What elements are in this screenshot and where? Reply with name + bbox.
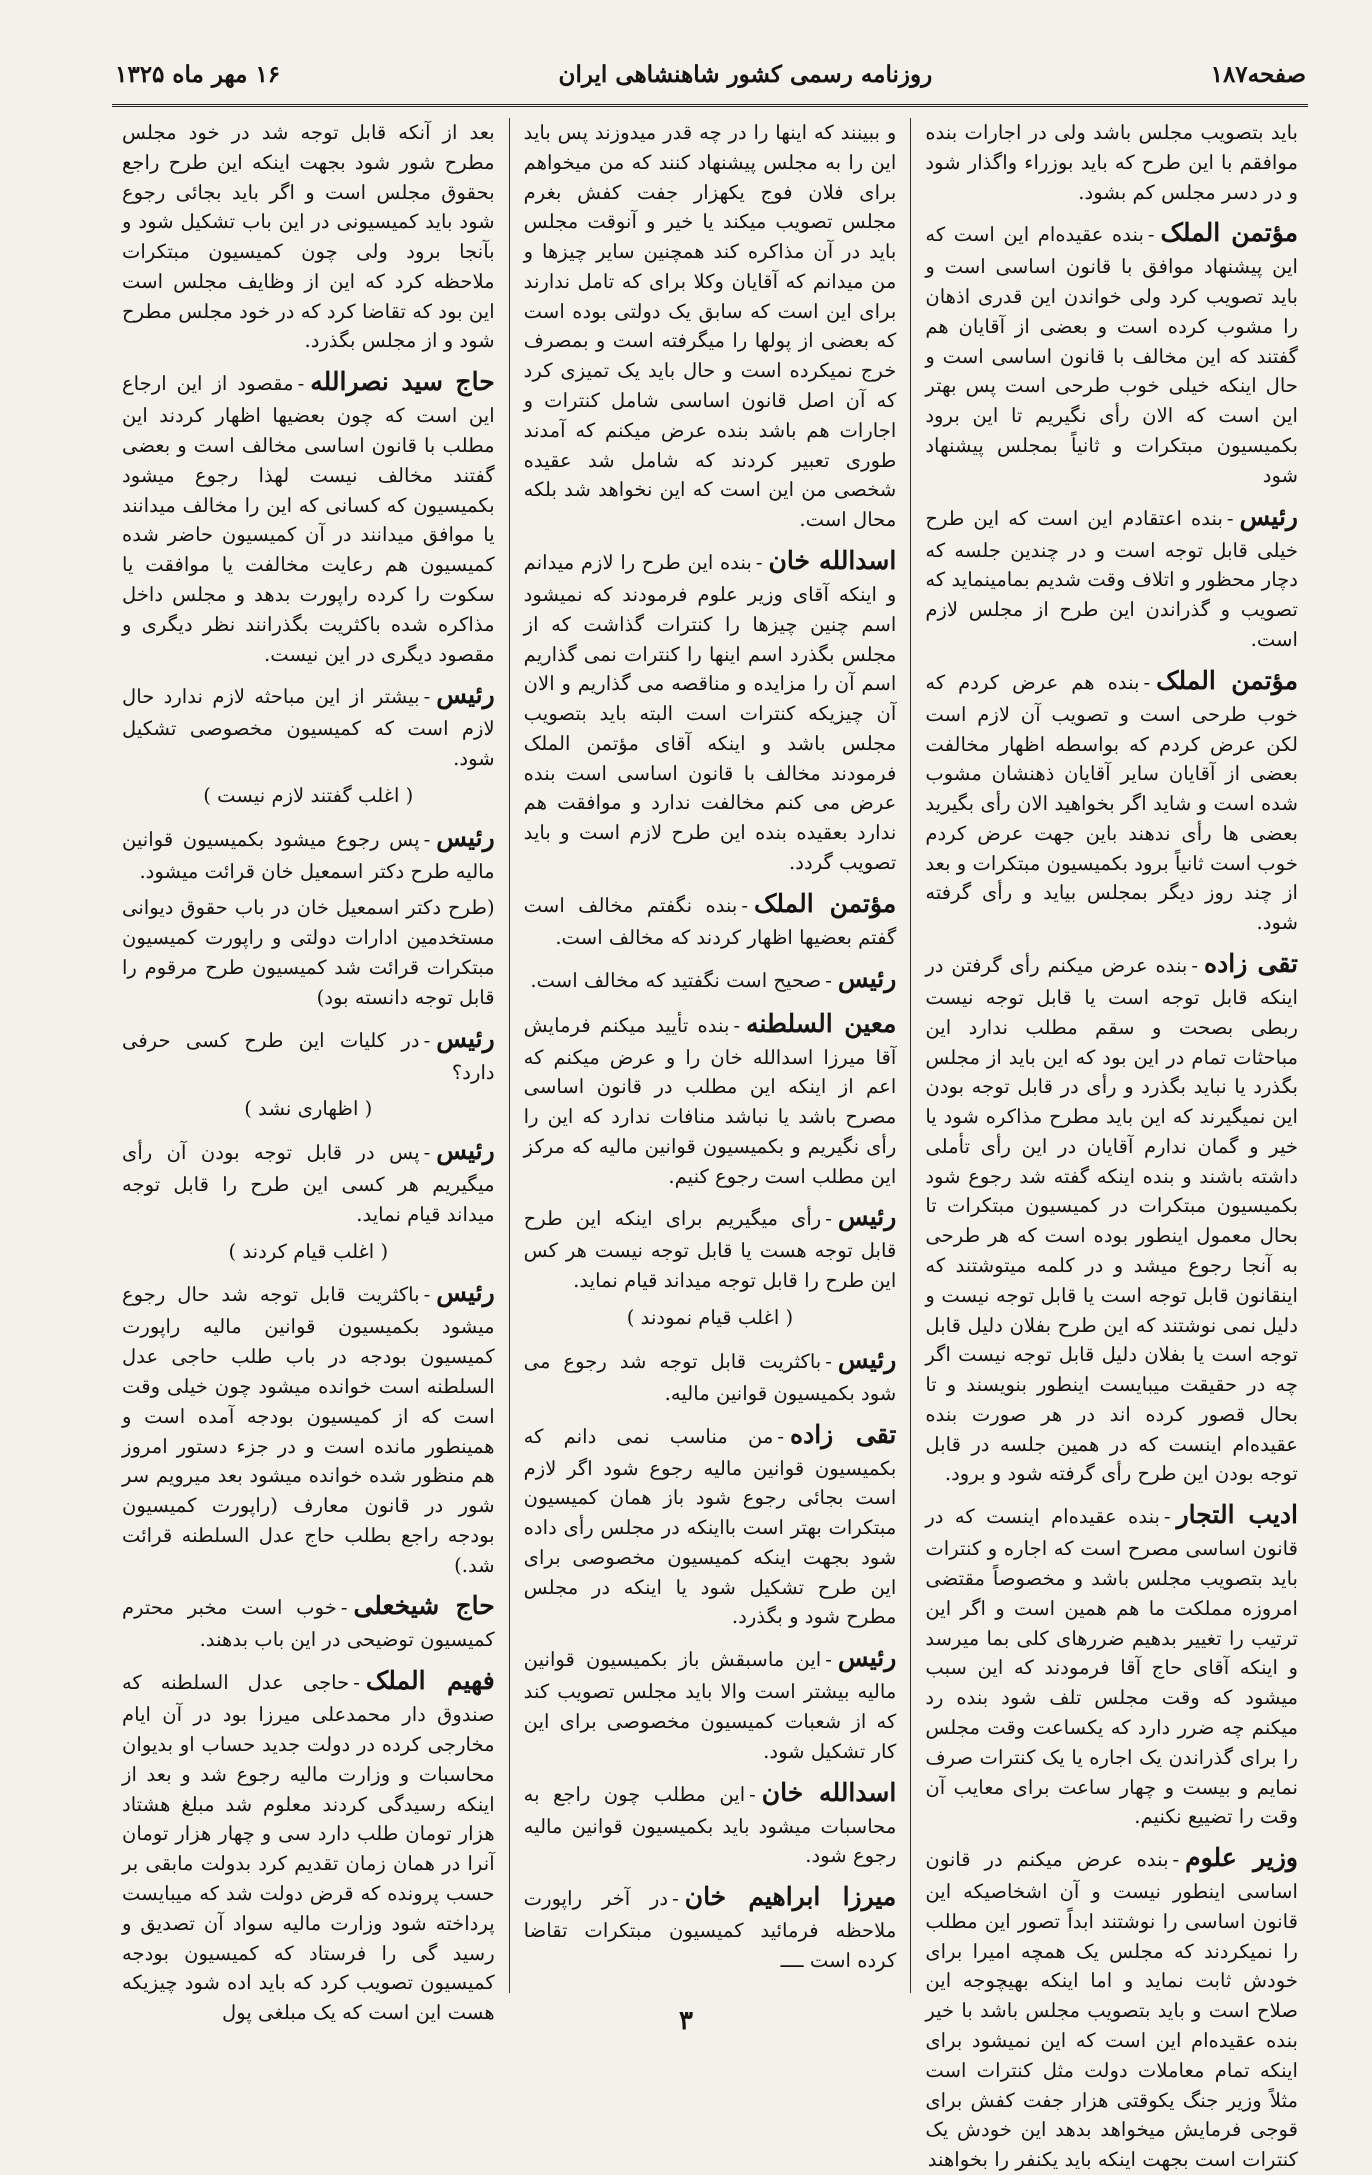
speech-paragraph [524, 1774, 897, 1872]
speaker-name: مؤتمن الملک [754, 888, 897, 918]
speaker-dash: - [423, 1141, 431, 1165]
body-paragraph: و ببینند که اینها را در چه قدر میدوزند پس باید این را به مجلس پیشنهاد کنند که من میخواهم برای فلان فوج یکهزار جفت کفش بغرم مجلس تصویب میکند یا خیر و آنوقت مجلس باید در آن مذاکره کند همچنین سایر چیزها و من میدانم که آقایان وکلا برای که تامل ندارند برای این است که سابق یک دولتی بوده است که بعضی از پولها را میگرفته است و بمصرف خرج نمیکرده است و حال باید یک تمیزی کرد که آن اصل قانون اساسی شامل کنترات و اجارات هم باشد بنده عرض میکنم که آمدند طوری تعبیر کردند که شامل شد عقیده شخصی من این است که این نخواهد شد بلکه محال است. [523, 121, 897, 532]
speaker-dash: - [777, 1424, 784, 1448]
speaker-name: حاج شیخعلی [353, 1591, 495, 1621]
speech-paragraph [122, 1662, 495, 2028]
assembly-note: ( اظهاری نشد ) [244, 1097, 373, 1121]
speaker-dash: - [1147, 223, 1155, 247]
speech-text: باکثریت قابل توجه شد رجوع می شود بکمیسیون قوانین مالیه. [523, 1349, 897, 1405]
article-columns [108, 118, 1312, 2172]
header-date: ۱۶ مهر ماه ۱۳۲۵ [115, 60, 281, 88]
speech-text: این مطلب چون راجع به محاسبات میشود باید بکمیسیون قوانین مالیه رجوع شود. [523, 1782, 897, 1868]
speech-paragraph [524, 1639, 897, 1766]
speaker-dash: - [741, 893, 749, 917]
speaker-name: اسدالله خان [761, 1777, 897, 1807]
speaker-dash: - [423, 685, 431, 709]
speech-paragraph [122, 819, 495, 887]
header-title: روزنامه رسمی کشور شاهنشاهی ایران [558, 60, 933, 88]
speech-text: بیشتر از این مباحثه لازم ندارد حال لازم است که کمیسیون مخصوصی تشکیل شود. [121, 685, 495, 771]
column-right [911, 118, 1312, 2172]
speaker-dash: - [825, 968, 832, 992]
speech-paragraph [925, 1496, 1298, 1832]
speech-text: پس رجوع میشود بکمیسیون قوانین مالیه طرح دکتر اسمعیل خان قرائت میشود. [121, 827, 495, 883]
speaker-name: رئیس [436, 822, 495, 852]
speech-paragraph [122, 1132, 495, 1230]
speaker-dash: - [1143, 670, 1151, 694]
speaker-dash: - [423, 1283, 431, 1307]
speech-paragraph [122, 1020, 495, 1088]
speaker-dash: - [423, 827, 431, 851]
speaker-name: رئیس [837, 1643, 897, 1673]
speaker-name: رئیس [436, 1023, 495, 1053]
speaker-dash: - [297, 372, 305, 396]
speech-paragraph [122, 1274, 495, 1580]
speaker-name: فهیم الملک [365, 1666, 495, 1696]
body-paragraph: (طرح دکتر اسمعیل خان در باب حقوق دیوانی مستخدمین ادارات دولتی و راپورت کمیسیون مبتکرات قرائت شد کمیسیون طرح مرقوم را قابل توجه دانسته بود) [121, 896, 495, 1009]
speech-paragraph [524, 1005, 897, 1192]
speech-paragraph [524, 1416, 897, 1633]
column-left [108, 118, 510, 2025]
speech-text: بنده عقیده‌ام این است که این پیشنهاد موافق با قانون اساسی است و باید تصویب کرد ولی خواندن این قدری اذهان را مشوب کرده است و بعضی از آقایان هم گفتند که این مخالف با قانون اساسی است و حال اینکه خیلی خوب طرحی است پس بهتر این است که الان رأی نگیریم تا این برود بکمیسیون مبتکرات و ثانیاً بمجلس پیشنهاد شود [925, 223, 1298, 487]
speech-text: من مناسب نمی دانم که بکمیسیون قوانین مالیه رجوع شود اگر لازم است بجائی رجوع شود باز همان کمیسیون مبتکرات بهتر است بااینکه در مجلس رأی داده شود بجهت اینکه کمیسیون مخصوصی برای این طرح تشکیل شود یا اینکه در مجلس مطرح شود و بگذرد. [523, 1424, 897, 1629]
speaker-name: رئیس [837, 1202, 897, 1232]
body-paragraph: باید بتصویب مجلس باشد ولی در اجارات بنده موافقم با این طرح که باید بوزراء واگذار شود و در دسر مجلس کم بشود. [925, 121, 1298, 204]
speech-text: بنده عرض میکنم رأی گرفتن در اینکه قابل توجه است یا قابل توجه نیست ربطی بصحت و سقم مطلب ندارد این مباحثات تمام در این بود که این باید از مجلس بگذرد یا نباید بگذرد و رأی در قابل توجه بودن این نمیگیرند که این باید مطرح مذاکره شود یا خیر و گمان ندارم آقایان در این رأی تأملی داشته باشند و بنده اینکه گفته شد رجوع شود بکمیسیون مبتکرات در کمیسیون مبتکرات تا بحال معمول اینطور بوده است که هر طرحی به آنجا رجوع میشد و در کلمه میتوشتند که اینقانون قابل توجه است یا قابل توجه نیست و دلیل نمی نوشتند که این طرح بفلان دلیل قابل توجه است یا بفلان دلیل قابل توجه نیست اگر چه در حقیقت میبایست اینطور بنویسند و تا بحال قصور کرده اند در هر صورت بنده عقیده‌ام اینست که در همین جلسه در قابل توجه بودن این طرح رأی گرفته شود و برود. [925, 953, 1298, 1486]
speech-text: حاجی عدل السلطنه که صندوق دار محمدعلی میرزا بود در آن ایام مخارجی کرده در دولت جدید حساب او بدیوان محاسبات و وزارت مالیه رجوع شد و بعد از اینکه رسیدگی کردند معلوم شد مبلغ هشتاد هزار تومان طلب دارد سی و چهار هزار تومان آنرا در همان زمان تقدیم کرد بدولت مابقی بر حسب پرونده که قرض دولت شد که میبایست پرداخته شود وزارت مالیه سواد آن تصدیق و رسید گی را فرستاد که کمیسیون بودجه کمیسیون تصویب کرد که باید اده شود چیزیکه هست این است که یک مبلغی پول [121, 1671, 495, 2025]
speaker-dash: - [423, 1028, 431, 1052]
newspaper-header [115, 52, 1306, 96]
speaker-dash: - [825, 1349, 832, 1373]
speech-text: بنده اعتقادم این است که این طرح خیلی قابل توجه است و در چندین جلسه که دچار محظور و اتلاف وقت شدیم بمامینماید که تصویب و گذراندن این طرح از مجلس لازم است. [925, 506, 1298, 651]
header-page-label: صفحه۱۸۷ [1210, 60, 1306, 88]
speech-paragraph [524, 1198, 897, 1296]
speaker-name: میرزا ابراهیم خان [684, 1882, 897, 1912]
body-paragraph: بعد از آنکه قابل توجه شد در خود مجلس مطرح شور شود بجهت اینکه این طرح راجع بحقوق مجلس است و اگر باید بجائی رجوع شود باید کمیسیونی در این باب تشکیل شود و بآنجا برود ولی چون کمیسیون مبتکرات ملاحظه کرد که این از وظایف مجلس است این بود که تقاضا کرد که در خود مجلس مطرح شود و از مجلس بگذرد. [121, 121, 495, 353]
speech-text: در کلیات این طرح کسی حرفی دارد؟ [121, 1028, 495, 1084]
page-number: ۳ [679, 2006, 693, 2036]
speaker-dash: - [1226, 506, 1234, 530]
speech-text: بنده عرض میکنم در قانون اساسی اینطور نیست و آن اشخاصیکه این قانون اساسی را نوشتند ابداً تصور این مطلب را نمیکردند که مجلس یک همچه امیرا برای خودش ثابت نماید و اما اینکه بهیچوجه این صلاح است و باید بتصویب مجلس باشد با خیر بنده عقیده‌ام این است که این نمیشود برای اینکه تمام معاملات دولت مثل کنترات است مثلاً وزیر جنگ یکوقتی هزار جفت کفش برای قوجی فرمایش میخواهد بدهد این خودش یک کنترات است بجهت اینکه باید یکنفر را بخواهند [925, 1848, 1298, 2172]
speaker-name: وزیر علوم [1185, 1843, 1298, 1873]
column-middle [510, 118, 912, 1993]
speech-text: بنده این طرح را لازم میدانم و اینکه آقای وزیر علوم فرمودند که نمیشود اسم چنین چیزها را کنترات گذاشت که از مجلس بگذرد اسم اینها را کنترات نمی گذاریم اسم آن را مزایده و مناقصه می گذاریم و الان آن چیزیکه کنترات است البته باید بتصویب مجلس باشد و اینکه آقای مؤتمن الملک فرمودند مخالف با قانون اساسی است بنده عرض می کنم مخالفت ندارد و موافقت هم ندارد بعقیده بنده این طرح لازم است و باید تصویب گردد. [523, 550, 897, 874]
speaker-dash: - [340, 1596, 348, 1620]
speech-text: صحیح است نگفتید که مخالف است. [530, 968, 822, 992]
speaker-name: تقی زاده [790, 1419, 897, 1449]
speech-paragraph [925, 662, 1298, 938]
speaker-dash: - [353, 1671, 360, 1695]
speaker-name: مؤتمن الملک [1160, 218, 1299, 248]
speaker-dash: - [733, 1013, 741, 1037]
speaker-name: حاج سید نصرالله [310, 367, 495, 397]
assembly-note: ( اغلب گفتند لازم نیست ) [203, 783, 414, 807]
speaker-dash: - [825, 1207, 832, 1231]
speaker-name: رئیس [436, 1136, 495, 1166]
speaker-dash: - [1191, 953, 1199, 977]
speech-paragraph [925, 214, 1298, 490]
speaker-dash: - [672, 1887, 679, 1911]
assembly-note: ( اغلب قیام نمودند ) [626, 1306, 794, 1329]
speech-text: مقصود از این ارجاع این است که چون بعضیها اظهار کردند این مطلب با قانون اساسی مخالف است و بعضی گفتند مخالف نیست لهذا رجوع میشود بکمیسیون که کسانی که این را مخالف میدانند یا موافق میدانند در آن کمیسیون حاضر شده کمیسیون هم رعایت مخالفت یا موافقت یا سکوت را کرده راپورت بدهد و مجلس داخل مذاکره شده باکثریت بگذرانند نظر دیگری و مقصود دیگری در این نیست. [121, 372, 495, 666]
speech-paragraph [524, 885, 897, 953]
speech-paragraph [122, 363, 495, 669]
speech-text: بنده تأیید میکنم فرمایش آقا میرزا اسدالله خان را و عرض میکنم که اعم از اینکه این مطلب در قانون اساسی مصرح باشد یا نباشد منافات ندارد که این را رأی نگیریم و بکمیسیون قوانین مالیه که مرکز این مطلب است رجوع کنیم. [523, 1013, 897, 1188]
assembly-note: ( اغلب قیام کردند ) [228, 1239, 389, 1263]
speech-text: خوب است مخبر محترم کمیسیون توضیحی در این باب بدهند. [121, 1596, 495, 1652]
speech-text: بنده هم عرض کردم که خوب طرحی است و تصویب آن لازم است لکن عرض کردم که بواسطه اظهار مخالفت بعضی از آقایان سایر آقایان ذهنشان مشوب شده است و شاید اگر بخواهید الان رأی بگیرید بعضی ها رأی ندهند باین جهت عرض کردم خوب است ثانیاً برود بکمیسیون مبتکرات و بعد از چند روز دیگر بمجلس بیاید و رأی گرفته شود. [925, 670, 1298, 935]
speech-text: رأی میگیریم برای اینکه این طرح قابل توجه هست یا قابل توجه نیست هر کس این طرح را قابل توجه میداند قیام نماید. [523, 1207, 897, 1293]
speech-paragraph [122, 1587, 495, 1655]
speech-paragraph [925, 945, 1298, 1489]
speech-text: بنده نگفتم مخالف است گفتم بعضیها اظهار کردند که مخالف است. [523, 893, 897, 949]
speech-text: پس در قابل توجه بودن آن رأی میگیریم هر کسی این طرح را قابل توجه میداند قیام نماید. [121, 1141, 495, 1226]
speech-text: در آخر راپورت ملاحظه فرمائید کمیسیون مبتکرات تقاضا کرده است ــــ [523, 1887, 897, 1972]
speaker-name: مؤتمن الملک [1156, 665, 1298, 695]
speaker-name: رئیس [436, 1278, 495, 1308]
speech-paragraph [524, 1341, 897, 1409]
speech-paragraph [524, 960, 897, 998]
speaker-dash: - [1163, 1505, 1171, 1529]
speaker-dash: - [825, 1648, 832, 1672]
speech-paragraph [524, 542, 897, 878]
speaker-dash: - [755, 550, 763, 574]
speech-paragraph [524, 1878, 897, 1976]
speaker-name: رئیس [1239, 501, 1298, 531]
speech-text: بنده عقیده‌ام اینست که در قانون اساسی مصرح است که اجاره و کنترات باید بتصویب مجلس باشد و مخصوصاً مقتضی امروزه مملکت ما هم همین است و اگر این ترتیب را تغییر بدهیم ضررهای کلی بما میرسد و اینکه آقای حاج آقا فرمودند که این سبب میشود که وقت مجلس تلف شود بنده رد میکنم چه ضرر دارد که یکساعت وقت مجلس را برای گذراندن یک اجاره یا یک کنترات صرف نمایم و بیست و چهار ساعت برای معایب آن وقت را تضییع نکنیم. [925, 1505, 1298, 1829]
speech-text: این ماسبقش باز بکمیسیون قوانین مالیه بیشتر است والا باید مجلس تصویب کند که از شعبات کمیسیون مخصوصی برای این کار تشکیل شود. [523, 1648, 897, 1763]
header-divider [112, 104, 1308, 107]
speech-text: باکثریت قابل توجه شد حال رجوع میشود بکمیسیون قوانین مالیه راپورت کمیسیون بودجه در باب طلب حاجی عدل السلطنه است خوانده میشود چون خیلی وقت است که از کمیسیون بودجه آمده است و همینطور مانده است و در جزء دستور امروز هم منظور شده خوانده میشود بعد میرویم سر شور در قانون معارف (راپورت کمیسیون بودجه راجع بطلب حاج عدل السلطنه قرائت شد.) [121, 1283, 495, 1577]
speaker-name: تقی زاده [1204, 948, 1298, 978]
speech-paragraph [122, 676, 495, 774]
speaker-dash: - [749, 1782, 756, 1806]
speaker-name: ادیب التجار [1176, 1500, 1298, 1530]
speaker-dash: - [1172, 1848, 1180, 1872]
speaker-name: معین السلطنه [746, 1008, 897, 1038]
speech-paragraph [925, 498, 1298, 655]
speaker-name: اسدالله خان [768, 545, 897, 575]
speaker-name: رئیس [436, 680, 495, 710]
speaker-name: رئیس [837, 1344, 897, 1374]
speaker-name: رئیس [837, 963, 897, 993]
